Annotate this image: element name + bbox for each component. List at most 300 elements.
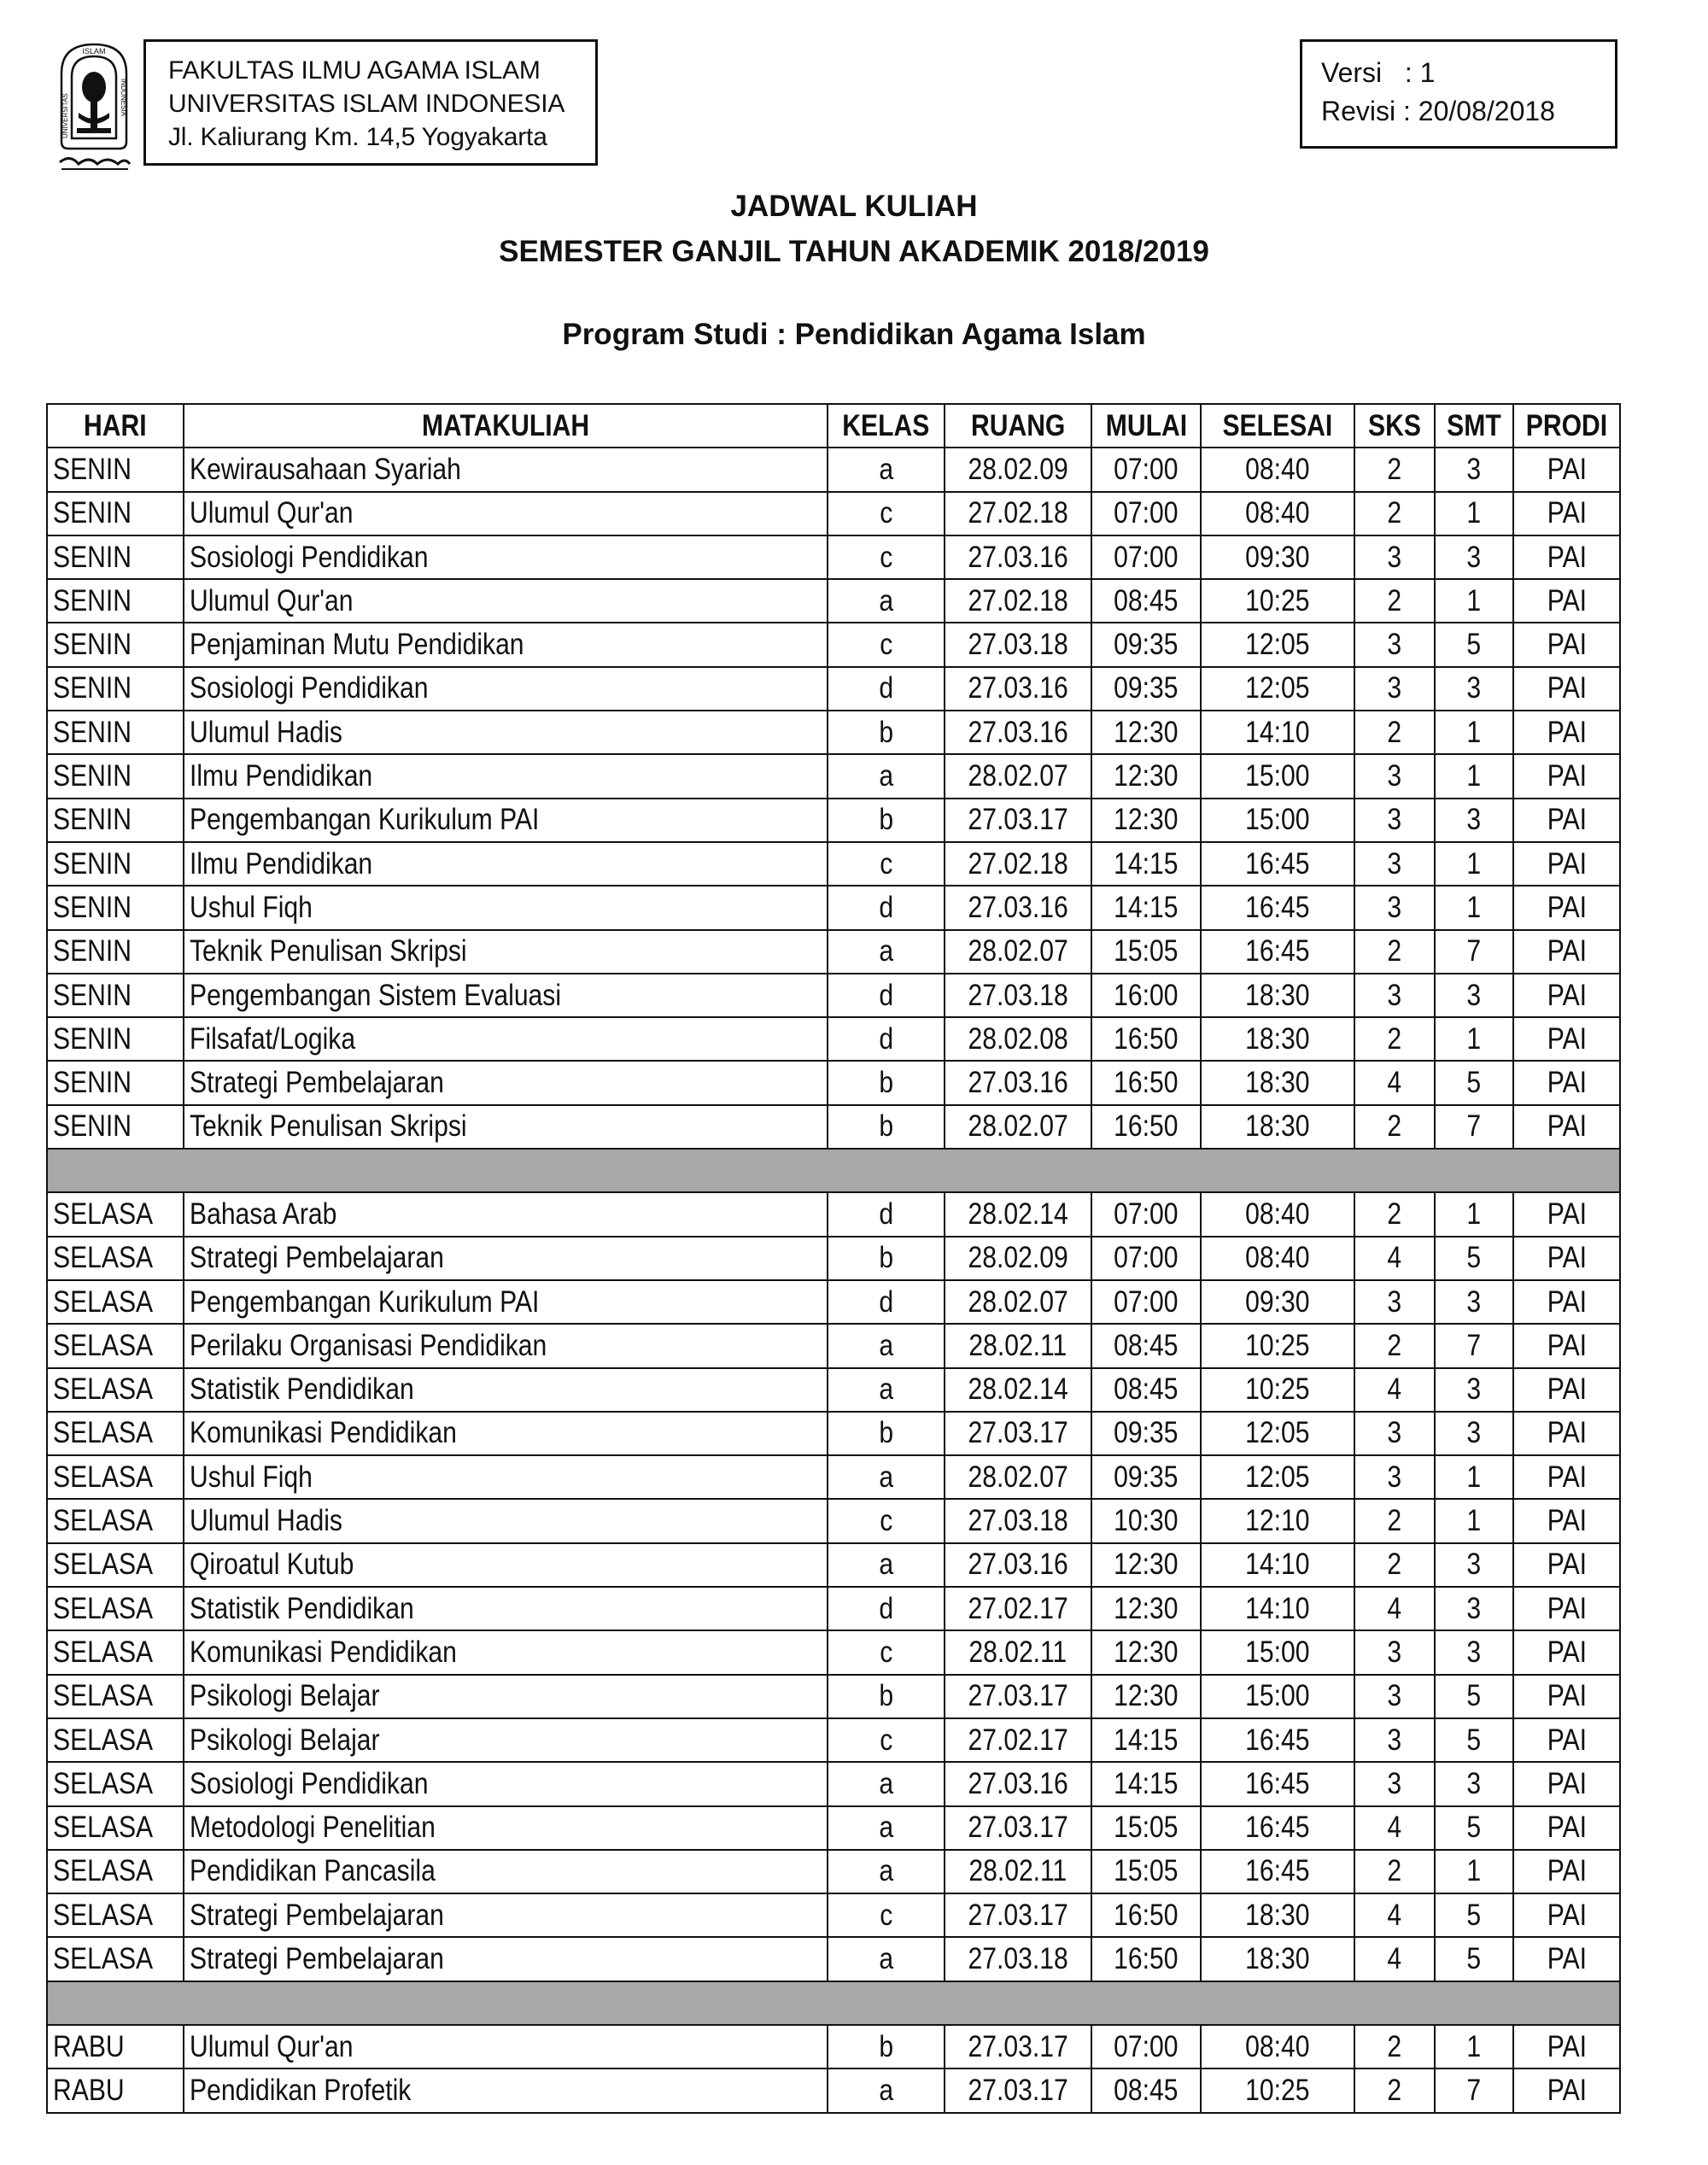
cell-ruang [945,1499,1091,1542]
cell-text: 28.02.07 [968,1109,1068,1144]
cell-smt [1435,1587,1513,1630]
cell-text: SELASA [53,1591,154,1625]
cell-matakuliah [184,1499,828,1542]
cell-text: 4 [1387,1942,1402,1976]
cell-text: 12:30 [1114,759,1179,793]
cell-text: PAI [1547,1109,1587,1144]
program-title: Program Studi : Pendidikan Agama Islam [562,318,1146,351]
cell-text: SENIN [53,934,132,968]
cell-ruang [945,623,1091,666]
table-row [47,799,1620,842]
cell-text: b [879,1416,893,1450]
cell-smt [1435,1455,1513,1499]
cell-matakuliah [184,799,828,842]
cell-mulai [1091,1806,1201,1850]
cell-ruang [945,799,1091,842]
cell-matakuliah [184,579,828,623]
table-row [47,1237,1620,1280]
cell-sks [1354,1762,1435,1805]
cell-text: Metodologi Penelitian [190,1811,436,1845]
cell-text: SELASA [53,1766,154,1800]
cell-hari [47,930,184,974]
cell-ruang [945,974,1091,1017]
cell-prodi [1513,1237,1620,1280]
version-box [1300,39,1617,149]
cell-text: 27.03.17 [968,1898,1068,1932]
cell-text: 7 [1466,1109,1482,1144]
cell-text: PAI [1547,1591,1587,1625]
cell-mulai [1091,492,1201,535]
cell-selesai [1201,974,1354,1017]
cell-text: 1 [1466,759,1482,793]
column-header-label: SMT [1447,408,1501,442]
cell-text: 2 [1387,2029,1402,2063]
table-row [47,1061,1620,1104]
cell-text: 27.03.17 [968,1416,1068,1450]
cell-text: 16:45 [1245,890,1310,924]
cell-smt [1435,1061,1513,1104]
cell-matakuliah [184,1893,828,1937]
cell-text: c [879,1898,893,1932]
column-header-mulai [1091,404,1201,448]
cell-kelas [828,1324,945,1367]
cell-text: PAI [1547,452,1587,486]
cell-sks [1354,1455,1435,1499]
cell-smt [1435,1762,1513,1805]
cell-hari [47,1499,184,1542]
cell-text: PAI [1547,1766,1587,1800]
cell-text: PAI [1547,846,1587,881]
cell-text: Teknik Penulisan Skripsi [190,1109,467,1144]
cell-text: 4 [1387,1372,1402,1407]
cell-sks [1354,1543,1435,1587]
cell-kelas [828,1630,945,1674]
cell-text: Ulumul Qur'an [190,583,354,617]
cell-hari [47,1718,184,1762]
cell-kelas [828,842,945,886]
cell-text: Perilaku Organisasi Pendidikan [190,1328,547,1362]
day-separator-row [47,1149,1620,1192]
cell-text: 07:00 [1114,540,1179,574]
cell-text: 08:40 [1245,2029,1310,2063]
cell-text: Ulumul Hadis [190,1504,342,1538]
cell-mulai [1091,1237,1201,1280]
schedule-table [46,403,1621,2114]
cell-sks [1354,1806,1435,1850]
cell-text: PAI [1547,1504,1587,1538]
cell-sks [1354,842,1435,886]
cell-text: 12:05 [1245,1416,1310,1450]
cell-text: b [879,803,893,837]
cell-text: b [879,1679,893,1713]
cell-text: Ushul Fiqh [190,1460,313,1494]
cell-kelas [828,1061,945,1104]
cell-matakuliah [184,667,828,711]
cell-selesai [1201,842,1354,886]
cell-text: 28.02.11 [968,1854,1068,1888]
logo-top-text: ISLAM [82,47,106,56]
cell-text: 1 [1466,890,1482,924]
cell-text: a [879,759,893,793]
cell-prodi [1513,1893,1620,1937]
cell-text: c [879,1723,893,1757]
cell-matakuliah [184,448,828,491]
cell-text: a [879,2073,893,2107]
column-header-sks [1354,404,1435,448]
cell-ruang [945,2025,1091,2068]
cell-ruang [945,1280,1091,1324]
cell-text: PAI [1547,496,1587,530]
cell-text: 1 [1466,1460,1482,1494]
cell-sks [1354,535,1435,579]
cell-text: 15:00 [1245,1635,1310,1669]
table-row [47,974,1620,1017]
cell-text: 16:50 [1114,1898,1179,1932]
cell-matakuliah [184,1324,828,1367]
cell-text: 4 [1387,1811,1402,1845]
cell-text: 27.02.18 [968,846,1068,881]
cell-matakuliah [184,492,828,535]
cell-text: 2 [1387,583,1402,617]
cell-mulai [1091,1762,1201,1805]
cell-prodi [1513,1412,1620,1455]
cell-text: Komunikasi Pendidikan [190,1635,457,1669]
cell-text: 1 [1466,2029,1482,2063]
cell-text: SENIN [53,1109,132,1144]
cell-text: SENIN [53,803,132,837]
cell-text: c [879,1504,893,1538]
cell-matakuliah [184,1937,828,1981]
cell-smt [1435,623,1513,666]
cell-ruang [945,711,1091,754]
cell-text: 3 [1466,1284,1482,1319]
cell-matakuliah [184,1543,828,1587]
cell-matakuliah [184,1280,828,1324]
cell-sks [1354,492,1435,535]
cell-sks [1354,1324,1435,1367]
table-row [47,842,1620,886]
cell-selesai [1201,1412,1354,1455]
cell-kelas [828,1368,945,1412]
cell-text: 09:30 [1245,540,1310,574]
cell-text: 27.02.18 [968,496,1068,530]
cell-prodi [1513,1368,1620,1412]
cell-text: 5 [1466,1723,1482,1757]
cell-text: 3 [1466,452,1482,486]
cell-prodi [1513,1017,1620,1061]
cell-kelas [828,2068,945,2112]
cell-prodi [1513,1543,1620,1587]
cell-hari [47,1630,184,1674]
cell-kelas [828,1280,945,1324]
cell-text: 27.03.16 [968,540,1068,574]
table-row [47,667,1620,711]
cell-text: b [879,715,893,749]
cell-ruang [945,1324,1091,1367]
cell-smt [1435,1937,1513,1981]
cell-text: 3 [1387,846,1402,881]
cell-prodi [1513,886,1620,929]
cell-text: 2 [1387,934,1402,968]
cell-matakuliah [184,1630,828,1674]
cell-text: PAI [1547,1635,1587,1669]
cell-prodi [1513,1806,1620,1850]
cell-text: 16:50 [1114,1066,1179,1100]
cell-text: 10:25 [1245,583,1310,617]
cell-smt [1435,667,1513,711]
cell-text: 28.02.07 [968,1460,1068,1494]
table-row [47,1675,1620,1718]
cell-hari [47,1762,184,1805]
table-row [47,535,1620,579]
cell-text: 7 [1466,2073,1482,2107]
cell-text: 2 [1387,1504,1402,1538]
cell-matakuliah [184,1237,828,1280]
cell-text: SENIN [53,1021,132,1056]
cell-text: 3 [1466,1372,1482,1407]
cell-text: 27.03.16 [968,715,1068,749]
cell-ruang [945,930,1091,974]
cell-text: Psikologi Belajar [190,1723,380,1757]
university-name: UNIVERSITAS ISLAM INDONESIA [168,90,565,118]
cell-smt [1435,1192,1513,1236]
cell-text: 28.02.09 [968,452,1068,486]
cell-text: 27.03.17 [968,1679,1068,1713]
cell-kelas [828,1893,945,1937]
cell-text: 28.02.11 [968,1328,1068,1362]
cell-text: 08:45 [1114,2073,1179,2107]
cell-selesai [1201,1893,1354,1937]
cell-sks [1354,1368,1435,1412]
cell-text: 09:30 [1245,1284,1310,1319]
cell-mulai [1091,2025,1201,2068]
cell-kelas [828,1237,945,1280]
cell-hari [47,799,184,842]
cell-selesai [1201,1192,1354,1236]
cell-sks [1354,1850,1435,1893]
cell-text: 12:05 [1245,671,1310,705]
cell-prodi [1513,448,1620,491]
cell-matakuliah [184,1850,828,1893]
cell-text: SENIN [53,540,132,574]
cell-text: b [879,1109,893,1144]
cell-text: Ushul Fiqh [190,890,313,924]
cell-text: 3 [1466,540,1482,574]
cell-ruang [945,1587,1091,1630]
cell-ruang [945,1412,1091,1455]
cell-selesai [1201,1237,1354,1280]
faculty-name: FAKULTAS ILMU AGAMA ISLAM [168,56,541,85]
cell-text: Pengembangan Sistem Evaluasi [190,978,562,1012]
cell-text: 28.02.09 [968,1241,1068,1275]
column-header-label: RUANG [970,408,1066,442]
cell-kelas [828,1762,945,1805]
cell-text: d [879,978,893,1012]
cell-text: 7 [1466,1328,1482,1362]
cell-text: 3 [1466,1766,1482,1800]
cell-prodi [1513,1587,1620,1630]
cell-text: 16:45 [1245,1723,1310,1757]
cell-ruang [945,1893,1091,1937]
cell-text: 3 [1387,1635,1402,1669]
cell-text: 3 [1387,1679,1402,1713]
cell-text: 10:25 [1245,1328,1310,1362]
cell-ruang [945,1630,1091,1674]
cell-text: Ilmu Pendidikan [190,759,373,793]
version-number: Versi : 1 [1321,57,1436,88]
cell-smt [1435,930,1513,974]
cell-text: Qiroatul Kutub [190,1548,354,1582]
cell-kelas [828,579,945,623]
cell-sks [1354,1192,1435,1236]
table-row [47,1017,1620,1061]
cell-text: SELASA [53,1723,154,1757]
cell-text: 2 [1387,1109,1402,1144]
column-header-label: SELESAI [1222,408,1333,442]
cell-smt [1435,1280,1513,1324]
column-header-label: SKS [1368,408,1421,442]
cell-text: PAI [1547,2029,1587,2063]
cell-kelas [828,1455,945,1499]
cell-sks [1354,711,1435,754]
cell-mulai [1091,799,1201,842]
cell-hari [47,1937,184,1981]
cell-smt [1435,1105,1513,1149]
cell-text: 27.03.18 [968,1942,1068,1976]
table-row [47,579,1620,623]
cell-text: 3 [1466,1591,1482,1625]
cell-prodi [1513,799,1620,842]
cell-kelas [828,1017,945,1061]
cell-text: 3 [1387,540,1402,574]
cell-selesai [1201,2068,1354,2112]
cell-smt [1435,1412,1513,1455]
cell-prodi [1513,1192,1620,1236]
cell-text: 14:10 [1245,715,1310,749]
cell-text: 27.03.18 [968,1504,1068,1538]
cell-text: SELASA [53,1241,154,1275]
cell-text: PAI [1547,1066,1587,1100]
cell-text: Penjaminan Mutu Pendidikan [190,628,524,662]
cell-text: 27.03.16 [968,1066,1068,1100]
cell-mulai [1091,754,1201,798]
cell-smt [1435,1630,1513,1674]
institution-address: Jl. Kaliurang Km. 14,5 Yogyakarta [168,123,547,151]
cell-text: 15:05 [1114,934,1179,968]
cell-sks [1354,1237,1435,1280]
cell-matakuliah [184,711,828,754]
cell-text: PAI [1547,1328,1587,1362]
cell-text: 16:45 [1245,1766,1310,1800]
cell-text: 12:30 [1114,1591,1179,1625]
cell-text: 28.02.07 [968,934,1068,968]
cell-text: 14:15 [1114,890,1179,924]
cell-text: Strategi Pembelajaran [190,1066,444,1100]
column-header-hari [47,404,184,448]
cell-text: 12:30 [1114,803,1179,837]
column-header-label: HARI [84,408,147,442]
cell-text: PAI [1547,1460,1587,1494]
cell-text: 2 [1387,2073,1402,2107]
cell-ruang [945,1368,1091,1412]
column-header-label: MULAI [1105,408,1187,442]
cell-hari [47,1192,184,1236]
cell-text: 1 [1466,1504,1482,1538]
cell-matakuliah [184,1412,828,1455]
cell-text: 12:30 [1114,1635,1179,1669]
cell-text: 16:50 [1114,1021,1179,1056]
cell-hari [47,842,184,886]
cell-text: 5 [1466,1811,1482,1845]
cell-matakuliah [184,535,828,579]
cell-text: PAI [1547,540,1587,574]
cell-text: Bahasa Arab [190,1197,337,1231]
cell-text: a [879,1460,893,1494]
cell-text: 27.03.17 [968,2029,1068,2063]
cell-prodi [1513,667,1620,711]
cell-text: 08:45 [1114,1328,1179,1362]
cell-selesai [1201,1017,1354,1061]
cell-text: SENIN [53,715,132,749]
cell-smt [1435,1368,1513,1412]
cell-mulai [1091,448,1201,491]
cell-text: 2 [1387,1548,1402,1582]
cell-matakuliah [184,886,828,929]
cell-text: 16:45 [1245,846,1310,881]
separator-cell [47,1149,1620,1192]
cell-text: SELASA [53,1416,154,1450]
table-row [47,2068,1620,2112]
cell-text: c [879,496,893,530]
column-header-label: KELAS [842,408,930,442]
table-row [47,754,1620,798]
cell-text: 1 [1466,583,1482,617]
cell-kelas [828,1499,945,1542]
cell-text: 3 [1387,1723,1402,1757]
table-row [47,1368,1620,1412]
cell-mulai [1091,2068,1201,2112]
cell-text: Ulumul Qur'an [190,496,354,530]
cell-text: 18:30 [1245,978,1310,1012]
cell-text: PAI [1547,1372,1587,1407]
cell-matakuliah [184,2025,828,2068]
cell-text: 27.02.18 [968,583,1068,617]
cell-ruang [945,1061,1091,1104]
table-row [47,1192,1620,1236]
cell-text: 08:40 [1245,452,1310,486]
cell-text: 14:10 [1245,1591,1310,1625]
table-row [47,711,1620,754]
table-row [47,1543,1620,1587]
cell-text: d [879,1591,893,1625]
cell-selesai [1201,1806,1354,1850]
cell-prodi [1513,930,1620,974]
cell-text: 16:00 [1114,978,1179,1012]
cell-text: PAI [1547,1898,1587,1932]
cell-hari [47,974,184,1017]
cell-text: PAI [1547,583,1587,617]
cell-hari [47,1017,184,1061]
cell-sks [1354,579,1435,623]
cell-ruang [945,1543,1091,1587]
cell-text: 7 [1466,934,1482,968]
cell-text: 09:35 [1114,1460,1179,1494]
cell-hari [47,711,184,754]
cell-text: 1 [1466,496,1482,530]
cell-sks [1354,886,1435,929]
cell-text: 12:30 [1114,715,1179,749]
cell-text: PAI [1547,1679,1587,1713]
